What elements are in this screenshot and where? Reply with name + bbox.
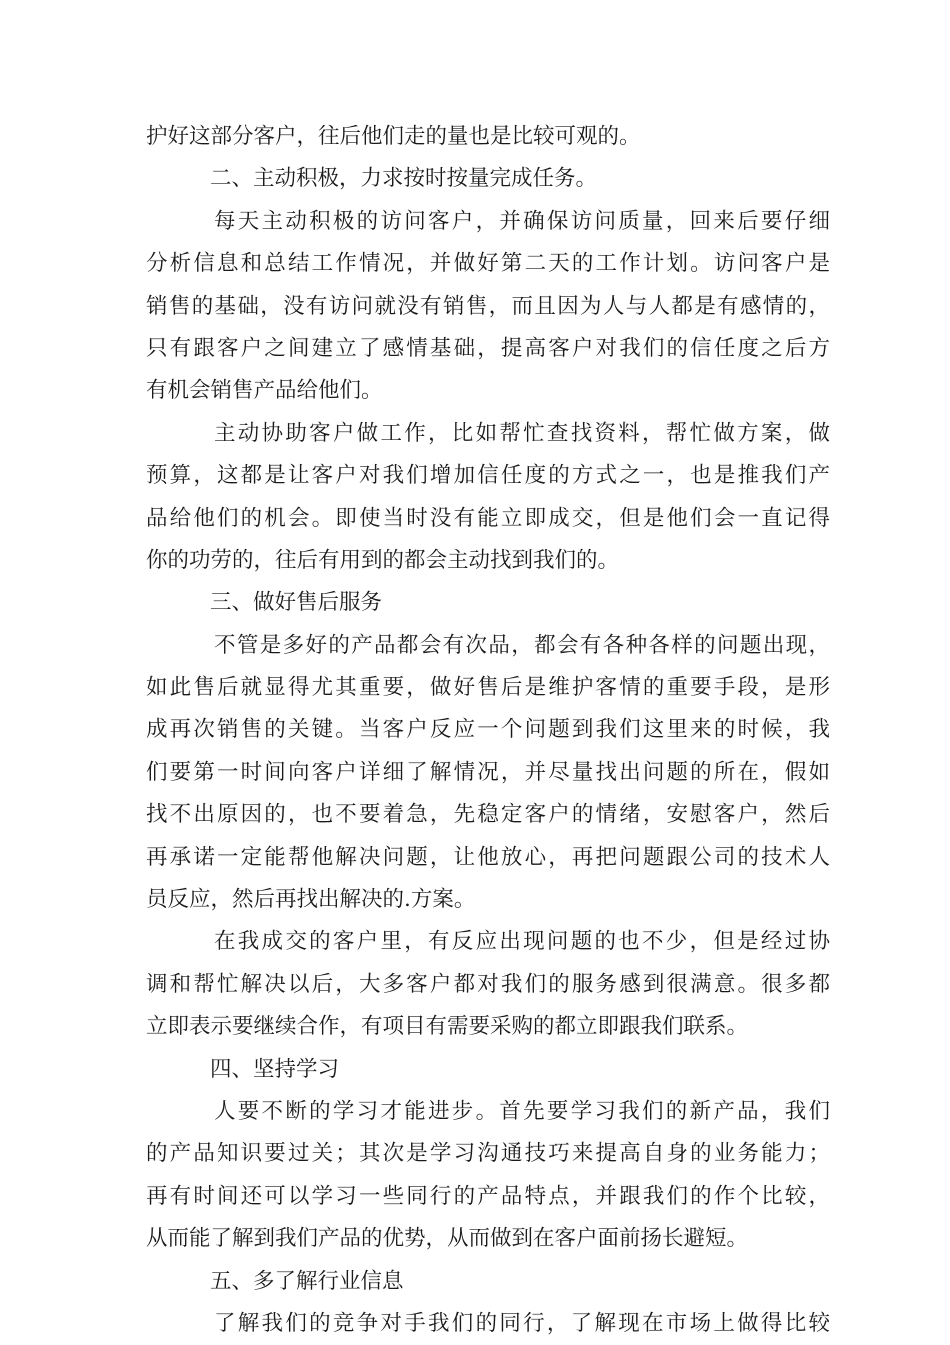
section-heading: 五、多了解行业信息	[210, 1268, 404, 1294]
text-line: 销售的基础，没有访问就没有销售，而且因为人与人都是有感情的，	[146, 293, 830, 319]
text-line: 找不出原因的，也不要着急，先稳定客户的情绪，安慰客户，然后	[146, 802, 830, 828]
text-line: 你的功劳的，往后有用到的都会主动找到我们的。	[146, 547, 620, 573]
text-line: 员反应，然后再找出解决的.方案。	[146, 887, 476, 913]
text-line: 只有跟客户之间建立了感情基础，提高客户对我们的信任度之后方	[146, 335, 830, 361]
text-line: 如此售后就显得尤其重要，做好售后是维护客情的重要手段，是形	[146, 675, 830, 701]
text-line: 的产品知识要过关；其次是学习沟通技巧来提高自身的业务能力；	[146, 1141, 830, 1167]
text-line: 主动协助客户做工作，比如帮忙查找资料，帮忙做方案，做	[214, 420, 830, 446]
text-line: 每天主动积极的访问客户，并确保访问质量，回来后要仔细	[214, 208, 830, 234]
text-line: 再承诺一定能帮他解决问题，让他放心，再把问题跟公司的技术人	[146, 844, 830, 870]
text-line: 立即表示要继续合作，有项目有需要采购的都立即跟我们联系。	[146, 1014, 749, 1040]
section-heading: 三、做好售后服务	[210, 590, 383, 616]
text-line: 从而能了解到我们产品的优势，从而做到在客户面前扬长避短。	[146, 1226, 749, 1252]
text-line: 再有时间还可以学习一些同行的产品特点，并跟我们的作个比较，	[146, 1183, 830, 1209]
text-line: 调和帮忙解决以后，大多客户都对我们的服务感到很满意。很多都	[146, 971, 830, 997]
section-heading: 二、主动积极，力求按时按量完成任务。	[210, 166, 598, 192]
text-line: 护好这部分客户，往后他们走的量也是比较可观的。	[146, 124, 641, 149]
section-heading: 四、坚持学习	[210, 1056, 340, 1082]
text-line: 分析信息和总结工作情况，并做好第二天的工作计划。访问客户是	[146, 251, 830, 277]
body-text	[146, 116, 830, 1345]
text-line: 有机会销售产品给他们。	[146, 378, 383, 404]
text-line: 品给他们的机会。即使当时没有能立即成交，但是他们会一直记得	[146, 505, 830, 531]
text-line: 预算，这都是让客户对我们增加信任度的方式之一，也是推我们产	[146, 463, 830, 489]
text-line: 不管是多好的产品都会有次品，都会有各种各样的问题出现，	[214, 632, 830, 658]
text-line: 在我成交的客户里，有反应出现问题的也不少，但是经过协	[214, 929, 830, 955]
text-line: 们要第一时间向客户详细了解情况，并尽量找出问题的所在，假如	[146, 759, 830, 785]
text-line: 成再次销售的关键。当客户反应一个问题到我们这里来的时候，我	[146, 717, 830, 743]
text-line: 了解我们的竞争对手我们的同行，了解现在市场上做得比较	[214, 1310, 830, 1336]
text-line: 人要不断的学习才能进步。首先要学习我们的新产品，我们	[214, 1098, 830, 1124]
